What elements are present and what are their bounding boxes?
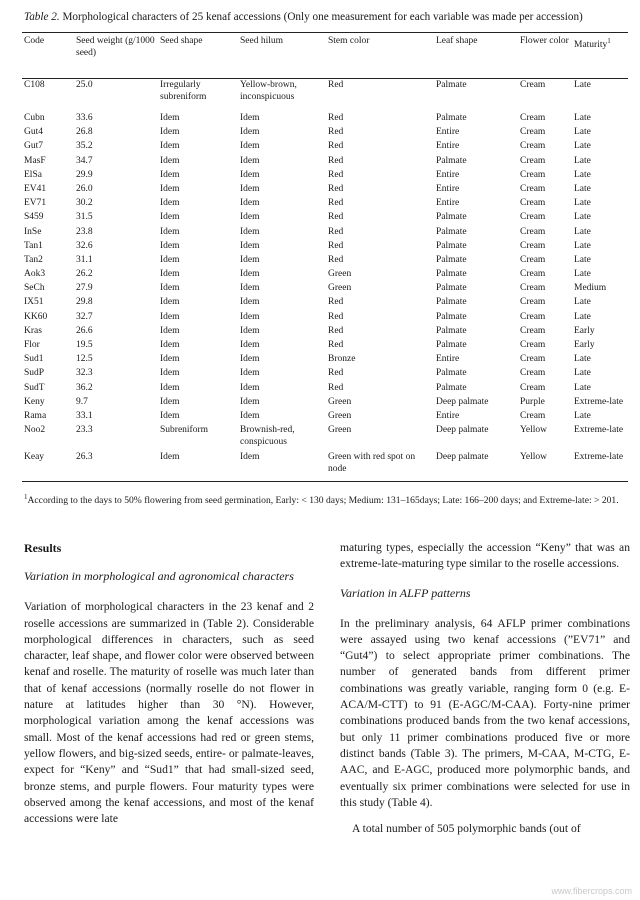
table-row xyxy=(22,368,628,382)
cell-code: Kras xyxy=(24,325,42,336)
cell-flower-color: Cream xyxy=(520,226,546,237)
table-body xyxy=(22,80,628,479)
cell-seed-shape: Idem xyxy=(160,254,180,265)
cell-seed-weight: 31.1 xyxy=(76,254,93,265)
cell-code: IX51 xyxy=(24,297,44,308)
table-bottom-rule xyxy=(22,481,628,482)
cell-seed-shape: Subreniform xyxy=(160,425,209,436)
header-seed-shape: Seed shape xyxy=(160,36,203,46)
subheading-morphological: Variation in morphological and agronomical characters xyxy=(24,569,294,584)
cell-maturity: Late xyxy=(574,80,591,90)
cell-seed-hilum: Brownish-red, conspicuous xyxy=(240,425,295,447)
cell-flower-color: Purple xyxy=(520,396,545,407)
cell-seed-weight: 32.7 xyxy=(76,311,93,322)
cell-leaf-shape: Entire xyxy=(436,354,460,365)
cell-seed-hilum: Idem xyxy=(240,127,260,138)
cell-seed-hilum: Idem xyxy=(240,269,260,280)
cell-seed-shape: Idem xyxy=(160,169,180,180)
cell-seed-hilum: Idem xyxy=(240,297,260,308)
cell-leaf-shape: Palmate xyxy=(436,269,467,280)
table-row xyxy=(22,269,628,283)
cell-seed-weight: 34.7 xyxy=(76,155,93,166)
cell-code: Cubn xyxy=(24,113,45,123)
paragraph-morphological-continued: maturing types, especially the accession “Keny” that was an extreme-late-maturing type similar to the roselle accessions. xyxy=(340,541,630,571)
cell-flower-color: Cream xyxy=(520,382,546,393)
cell-stem-color: Red xyxy=(328,80,344,90)
table-row xyxy=(22,354,628,368)
cell-seed-weight: 19.5 xyxy=(76,340,93,350)
cell-seed-shape: Irregularly subreniform xyxy=(160,80,207,102)
cell-maturity: Late xyxy=(574,141,591,152)
header-stem-color: Stem color xyxy=(328,36,370,46)
cell-leaf-shape: Palmate xyxy=(436,80,467,90)
cell-leaf-shape: Palmate xyxy=(436,297,467,308)
cell-seed-shape: Idem xyxy=(160,155,180,166)
cell-stem-color: Red xyxy=(328,141,344,152)
cell-seed-weight: 32.3 xyxy=(76,368,93,379)
cell-maturity: Extreme-late xyxy=(574,396,624,407)
cell-code: Sud1 xyxy=(24,354,44,365)
cell-stem-color: Red xyxy=(328,368,344,379)
cell-code: Aok3 xyxy=(24,269,46,280)
cell-seed-weight: 9.7 xyxy=(76,396,88,407)
cell-stem-color: Red xyxy=(328,183,344,194)
cell-seed-hilum: Idem xyxy=(240,155,260,166)
header-seed-weight: Seed weight (g/1000 seed) xyxy=(76,36,155,58)
cell-code: InSe xyxy=(24,226,42,237)
cell-seed-hilum: Idem xyxy=(240,226,260,237)
cell-seed-weight: 27.9 xyxy=(76,283,93,294)
table-caption-text: Morphological characters of 25 kenaf accessions (Only one measurement for each variable was made per accession) xyxy=(62,11,583,23)
cell-seed-weight: 26.0 xyxy=(76,183,93,194)
table-row xyxy=(22,198,628,212)
cell-code: C108 xyxy=(24,80,45,90)
cell-leaf-shape: Deep palmate xyxy=(436,396,489,407)
cell-code: Keay xyxy=(24,452,45,463)
left-column xyxy=(24,540,314,837)
table-row xyxy=(22,297,628,311)
cell-seed-weight: 26.3 xyxy=(76,452,93,463)
cell-code: EV71 xyxy=(24,198,47,209)
cell-code: Tan1 xyxy=(24,240,43,251)
cell-flower-color: Cream xyxy=(520,141,546,152)
cell-leaf-shape: Palmate xyxy=(436,113,467,123)
cell-seed-shape: Idem xyxy=(160,396,180,407)
cell-seed-shape: Idem xyxy=(160,311,180,322)
cell-maturity: Early xyxy=(574,325,595,336)
cell-maturity: Late xyxy=(574,113,591,123)
cell-seed-hilum: Idem xyxy=(240,240,260,251)
cell-leaf-shape: Palmate xyxy=(436,254,467,265)
cell-seed-weight: 23.8 xyxy=(76,226,93,237)
subheading-aflp: Variation in ALFP patterns xyxy=(340,585,471,600)
cell-code: Noo2 xyxy=(24,425,46,436)
cell-stem-color: Red xyxy=(328,340,344,350)
cell-maturity: Late xyxy=(574,212,591,223)
cell-flower-color: Cream xyxy=(520,368,546,379)
cell-leaf-shape: Deep palmate xyxy=(436,425,489,436)
cell-maturity: Late xyxy=(574,410,591,421)
header-flower-color: Flower color xyxy=(520,36,569,46)
cell-seed-hilum: Idem xyxy=(240,354,260,365)
cell-seed-shape: Idem xyxy=(160,240,180,251)
cell-stem-color: Green xyxy=(328,425,352,436)
cell-seed-weight: 12.5 xyxy=(76,354,93,365)
cell-code: EV41 xyxy=(24,183,47,194)
cell-seed-hilum: Idem xyxy=(240,340,260,350)
footnote-text: According to the days to 50% flowering from seed germination, Early: < 130 days; Medium: 131–165days; Late: 166–200 days; and Extreme-late: > 201. xyxy=(27,495,619,507)
cell-seed-shape: Idem xyxy=(160,452,180,463)
cell-seed-shape: Idem xyxy=(160,226,180,237)
cell-seed-hilum: Idem xyxy=(240,183,260,194)
cell-stem-color: Green xyxy=(328,410,352,421)
cell-seed-hilum: Idem xyxy=(240,325,260,336)
cell-seed-weight: 26.8 xyxy=(76,127,93,138)
cell-seed-hilum: Idem xyxy=(240,452,260,463)
cell-stem-color: Red xyxy=(328,240,344,251)
cell-leaf-shape: Palmate xyxy=(436,325,467,336)
cell-leaf-shape: Palmate xyxy=(436,283,467,294)
table-row xyxy=(22,425,628,452)
cell-seed-weight: 23.3 xyxy=(76,425,93,436)
cell-seed-weight: 33.1 xyxy=(76,410,93,421)
cell-stem-color: Red xyxy=(328,382,344,393)
cell-code: MasF xyxy=(24,155,46,166)
cell-flower-color: Cream xyxy=(520,340,546,350)
cell-seed-weight: 30.2 xyxy=(76,198,93,209)
table-row xyxy=(22,113,628,127)
table-caption xyxy=(24,10,624,24)
cell-flower-color: Cream xyxy=(520,325,546,336)
table-footnote xyxy=(24,490,630,508)
header-code: Code xyxy=(24,36,45,46)
cell-code: Flor xyxy=(24,340,40,350)
cell-maturity: Late xyxy=(574,183,591,194)
cell-stem-color: Red xyxy=(328,212,344,223)
cell-flower-color: Yellow xyxy=(520,452,548,463)
cell-code: Keny xyxy=(24,396,45,407)
cell-stem-color: Green with red spot on node xyxy=(328,452,416,474)
table-row xyxy=(22,184,628,198)
cell-flower-color: Cream xyxy=(520,254,546,265)
table-row xyxy=(22,411,628,425)
cell-seed-hilum: Idem xyxy=(240,283,260,294)
cell-seed-shape: Idem xyxy=(160,141,180,152)
cell-code: Rama xyxy=(24,410,47,421)
cell-maturity: Late xyxy=(574,240,591,251)
table-row xyxy=(22,340,628,354)
cell-leaf-shape: Entire xyxy=(436,141,460,152)
table-row xyxy=(22,312,628,326)
cell-seed-shape: Idem xyxy=(160,354,180,365)
table-row xyxy=(22,170,628,184)
cell-maturity: Late xyxy=(574,382,591,393)
cell-maturity: Late xyxy=(574,311,591,322)
cell-code: S459 xyxy=(24,212,44,223)
cell-flower-color: Cream xyxy=(520,212,546,223)
cell-seed-weight: 31.5 xyxy=(76,212,93,223)
cell-seed-shape: Idem xyxy=(160,325,180,336)
cell-flower-color: Cream xyxy=(520,354,546,365)
cell-leaf-shape: Entire xyxy=(436,410,460,421)
table-row xyxy=(22,452,628,479)
morphology-table xyxy=(22,36,628,479)
cell-leaf-shape: Palmate xyxy=(436,226,467,237)
cell-seed-hilum: Idem xyxy=(240,396,260,407)
cell-flower-color: Cream xyxy=(520,155,546,166)
cell-code: ElSa xyxy=(24,169,42,180)
cell-seed-shape: Idem xyxy=(160,368,180,379)
cell-seed-weight: 29.9 xyxy=(76,169,93,180)
cell-seed-weight: 29.8 xyxy=(76,297,93,308)
cell-flower-color: Cream xyxy=(520,311,546,322)
header-maturity: Maturity$^1$ xyxy=(574,37,611,51)
table-row xyxy=(22,127,628,141)
cell-stem-color: Red xyxy=(328,226,344,237)
paragraph-polymorphic-bands: A total number of 505 polymorphic bands (out of xyxy=(352,822,581,836)
cell-stem-color: Red xyxy=(328,325,344,336)
cell-seed-shape: Idem xyxy=(160,410,180,421)
cell-seed-hilum: Idem xyxy=(240,141,260,152)
cell-maturity: Late xyxy=(574,368,591,379)
cell-code: Tan2 xyxy=(24,254,43,265)
table-label: Table 2. xyxy=(24,11,60,23)
right-column xyxy=(340,540,630,847)
cell-code: SudP xyxy=(24,368,45,379)
table-row xyxy=(22,241,628,255)
cell-seed-weight: 26.6 xyxy=(76,325,93,336)
cell-seed-hilum: Idem xyxy=(240,113,260,123)
cell-flower-color: Cream xyxy=(520,169,546,180)
cell-maturity: Early xyxy=(574,340,595,350)
cell-maturity: Late xyxy=(574,226,591,237)
cell-code: SudT xyxy=(24,382,45,393)
cell-seed-weight: 36.2 xyxy=(76,382,93,393)
table-row xyxy=(22,326,628,340)
cell-flower-color: Cream xyxy=(520,410,546,421)
cell-stem-color: Red xyxy=(328,127,344,138)
cell-seed-hilum: Idem xyxy=(240,368,260,379)
table-row xyxy=(22,141,628,155)
cell-leaf-shape: Palmate xyxy=(436,212,467,223)
cell-maturity: Late xyxy=(574,269,591,280)
cell-stem-color: Red xyxy=(328,311,344,322)
cell-stem-color: Red xyxy=(328,254,344,265)
cell-leaf-shape: Palmate xyxy=(436,368,467,379)
footnote-marker: 1 xyxy=(24,493,28,501)
cell-seed-shape: Idem xyxy=(160,127,180,138)
cell-leaf-shape: Deep palmate xyxy=(436,452,489,463)
table-row xyxy=(22,283,628,297)
cell-flower-color: Cream xyxy=(520,240,546,251)
table-row xyxy=(22,80,628,107)
table-row xyxy=(22,212,628,226)
cell-maturity: Late xyxy=(574,169,591,180)
cell-flower-color: Cream xyxy=(520,269,546,280)
cell-seed-shape: Idem xyxy=(160,269,180,280)
cell-stem-color: Red xyxy=(328,297,344,308)
cell-flower-color: Cream xyxy=(520,113,546,123)
cell-seed-weight: 26.2 xyxy=(76,269,93,280)
table-header-row xyxy=(22,36,628,80)
cell-stem-color: Red xyxy=(328,155,344,166)
cell-seed-hilum: Idem xyxy=(240,212,260,223)
cell-flower-color: Cream xyxy=(520,297,546,308)
watermark: www.fibercrops.com xyxy=(551,886,632,896)
cell-code: KK60 xyxy=(24,311,48,322)
cell-flower-color: Yellow xyxy=(520,425,548,436)
cell-maturity: Extreme-late xyxy=(574,452,624,463)
cell-seed-shape: Idem xyxy=(160,297,180,308)
cell-stem-color: Bronze xyxy=(328,354,356,365)
header-leaf-shape: Leaf shape xyxy=(436,36,478,46)
cell-stem-color: Green xyxy=(328,396,352,407)
paragraph-aflp: In the preliminary analysis, 64 AFLP primer combinations were assayed using two kenaf accessions (”EV71” and “Gut4”) to select appropriate primer combinations. The number of generated bands from different primer combinations was greatly variable, ranging form 0 (e.g. E-ACA/M-CTT) to 91 (E-AGC/M-CAA). Forty-nine primer combinations produced bands from the two kenaf accessions, but only 11 primer combinations produced five or more distinct bands (Table 3). The primers, M-CAA, M-CTG, E-AAC, and E-AGC, produced more polymorphic bands, and eventually six primer combinations were selected for use in this study (Table 4). xyxy=(340,616,630,809)
cell-seed-shape: Idem xyxy=(160,212,180,223)
cell-maturity: Late xyxy=(574,297,591,308)
cell-seed-hilum: Idem xyxy=(240,382,260,393)
cell-flower-color: Cream xyxy=(520,127,546,138)
cell-leaf-shape: Entire xyxy=(436,127,460,138)
cell-stem-color: Red xyxy=(328,169,344,180)
cell-leaf-shape: Palmate xyxy=(436,240,467,251)
cell-seed-weight: 33.6 xyxy=(76,113,93,123)
table-row xyxy=(22,227,628,241)
cell-seed-weight: 35.2 xyxy=(76,141,93,152)
cell-seed-shape: Idem xyxy=(160,183,180,194)
cell-leaf-shape: Entire xyxy=(436,198,460,209)
cell-seed-shape: Idem xyxy=(160,340,180,350)
cell-flower-color: Cream xyxy=(520,183,546,194)
cell-maturity: Late xyxy=(574,155,591,166)
section-heading-results: Results xyxy=(24,541,62,555)
cell-seed-weight: 32.6 xyxy=(76,240,93,251)
cell-seed-hilum: Idem xyxy=(240,254,260,265)
cell-maturity: Medium xyxy=(574,283,607,294)
cell-maturity: Late xyxy=(574,354,591,365)
cell-seed-hilum: Yellow-brown, inconspicuous xyxy=(240,80,297,102)
cell-code: Gut4 xyxy=(24,127,43,138)
cell-stem-color: Red xyxy=(328,113,344,123)
table-row xyxy=(22,397,628,411)
cell-code: SeCh xyxy=(24,283,45,294)
paragraph-morphological: Variation of morphological characters in the 23 kenaf and 2 roselle accessions are summarized in (Table 2). Considerable morphological differences in characters, such as seed character, leaf shape, and flower color were observed between kenaf and roselle. The maturity of roselle was much later than that of kenaf accessions (normally roselle do not flower in nature at latitudes higher than 30 °N). However, morphological variation among the kenaf accessions was small. Most of the kenaf accessions had red or green stems, yellow flowers, and big-sized seeds, entire- or palmate-leaves, expect for “Keny” and “Sud1” that had small-sized seed, bronze stems, and purple flowers. Four maturity types were observed among the kenaf accessions, and most of the kenaf accessions were late xyxy=(24,600,314,826)
cell-stem-color: Green xyxy=(328,269,352,280)
cell-leaf-shape: Palmate xyxy=(436,155,467,166)
cell-code: Gut7 xyxy=(24,141,43,152)
cell-seed-shape: Idem xyxy=(160,283,180,294)
cell-leaf-shape: Palmate xyxy=(436,382,467,393)
cell-maturity: Late xyxy=(574,254,591,265)
cell-leaf-shape: Entire xyxy=(436,169,460,180)
table-row xyxy=(22,255,628,269)
cell-flower-color: Cream xyxy=(520,198,546,209)
cell-seed-hilum: Idem xyxy=(240,311,260,322)
cell-leaf-shape: Entire xyxy=(436,183,460,194)
cell-seed-hilum: Idem xyxy=(240,198,260,209)
cell-seed-hilum: Idem xyxy=(240,410,260,421)
cell-flower-color: Cream xyxy=(520,80,546,90)
cell-seed-shape: Idem xyxy=(160,113,180,123)
cell-maturity: Late xyxy=(574,198,591,209)
table-top-rule xyxy=(22,32,628,33)
cell-maturity: Late xyxy=(574,127,591,138)
header-seed-hilum: Seed hilum xyxy=(240,36,284,46)
cell-leaf-shape: Palmate xyxy=(436,340,467,350)
cell-stem-color: Green xyxy=(328,283,352,294)
cell-seed-shape: Idem xyxy=(160,382,180,393)
cell-stem-color: Red xyxy=(328,198,344,209)
cell-leaf-shape: Palmate xyxy=(436,311,467,322)
table-row xyxy=(22,156,628,170)
cell-seed-hilum: Idem xyxy=(240,169,260,180)
table-row xyxy=(22,383,628,397)
cell-maturity: Extreme-late xyxy=(574,425,624,436)
cell-flower-color: Cream xyxy=(520,283,546,294)
cell-seed-weight: 25.0 xyxy=(76,80,93,90)
cell-seed-shape: Idem xyxy=(160,198,180,209)
